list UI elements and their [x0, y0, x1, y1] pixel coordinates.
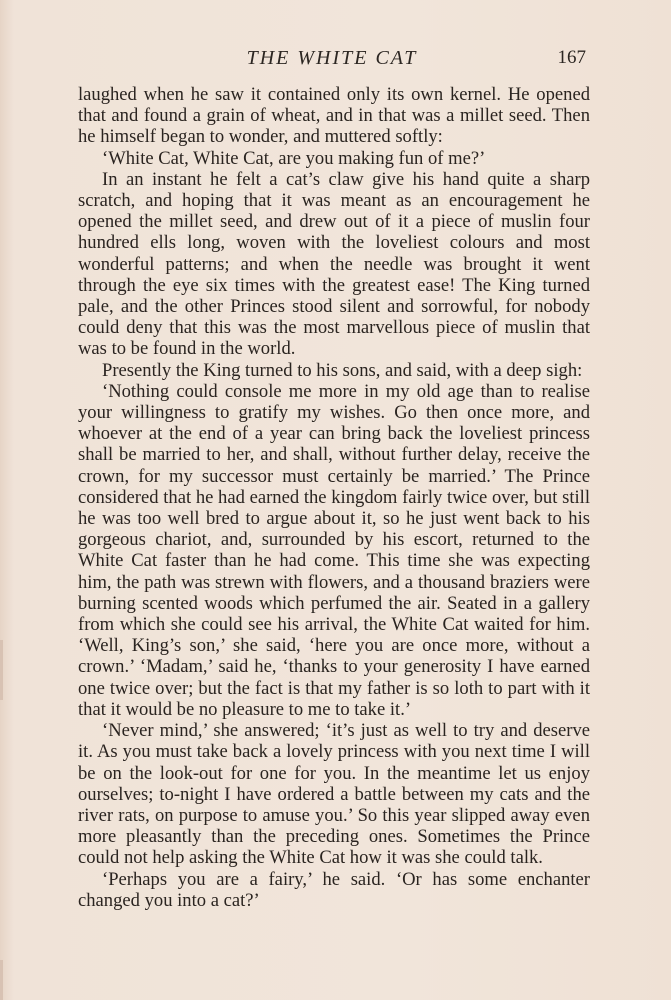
paragraph: ‘Never mind,’ she answered; ‘it’s just as well to try and deserve it. As you must take back a lovely princess with you next time I will be on the look-out for one for you. In the meantime let us enjoy ourselves; to-night I have ordered a battle between my cats and the river rats, on purpose to amuse you.’ So this year slipped away even more pleasantly than the preceding ones. Sometimes the Prince could not help asking the White Cat how it was she could talk.	[78, 720, 590, 869]
running-title: THE WHITE CAT	[246, 47, 418, 69]
paragraph: ‘Nothing could console me more in my old age than to realise your willingness to gratify my wishes. Go then once more, and whoever at the end of a year can bring back the loveliest princess shall be married to her, and shall, without further delay, receive the crown, for my successor must certainly be married.’ The Prince considered that he had earned the kingdom fairly twice over, but still he was too well bred to argue about it, so he just went back to his gorgeous chariot, and, surrounded by his escort, returned to the White Cat faster than he had come. This time she was expecting him, the path was strewn with flowers, and a thousand braziers were burning scented woods which perfumed the air. Seated in a gallery from which she could see his arrival, the White Cat waited for him. ‘Well, King’s son,’ she said, ‘here you are once more, without a crown.’ ‘Madam,’ said he, ‘thanks to your generosity I have earned one twice over; but the fact is that my father is so loth to part with it that it would be no pleasure to me to take it.’	[78, 380, 590, 720]
paragraph: In an instant he felt a cat’s claw give his hand quite a sharp scratch, and hoping that it was meant as an encouragement he opened the millet seed, and drew out of it a piece of muslin four hundred ells long, woven with the loveliest colours and most wonderful patterns; and when the needle was brought it went through the eye six times with the greatest ease! The King turned pale, and the other Princes stood silent and sorrowful, for nobody could deny that this was the most marvellous piece of muslin that was to be found in the world.	[78, 168, 590, 360]
page-number: 167	[557, 47, 586, 68]
body-text	[78, 84, 590, 911]
page-edge-shadow	[0, 960, 3, 1000]
paragraph: Presently the King turned to his sons, and said, with a deep sigh:	[102, 359, 583, 381]
paragraph: ‘Perhaps you are a fairy,’ he said. ‘Or has some enchanter changed you into a cat?’	[78, 868, 590, 911]
paragraph: ‘White Cat, White Cat, are you making fun of me?’	[102, 147, 486, 169]
page-edge-shadow	[0, 640, 3, 700]
paragraph: laughed when he saw it contained only its own kernel. He opened that and found a grain of wheat, and in that was a millet seed. Then he himself began to wonder, and muttered softly:	[78, 84, 590, 148]
page-header	[78, 47, 586, 73]
